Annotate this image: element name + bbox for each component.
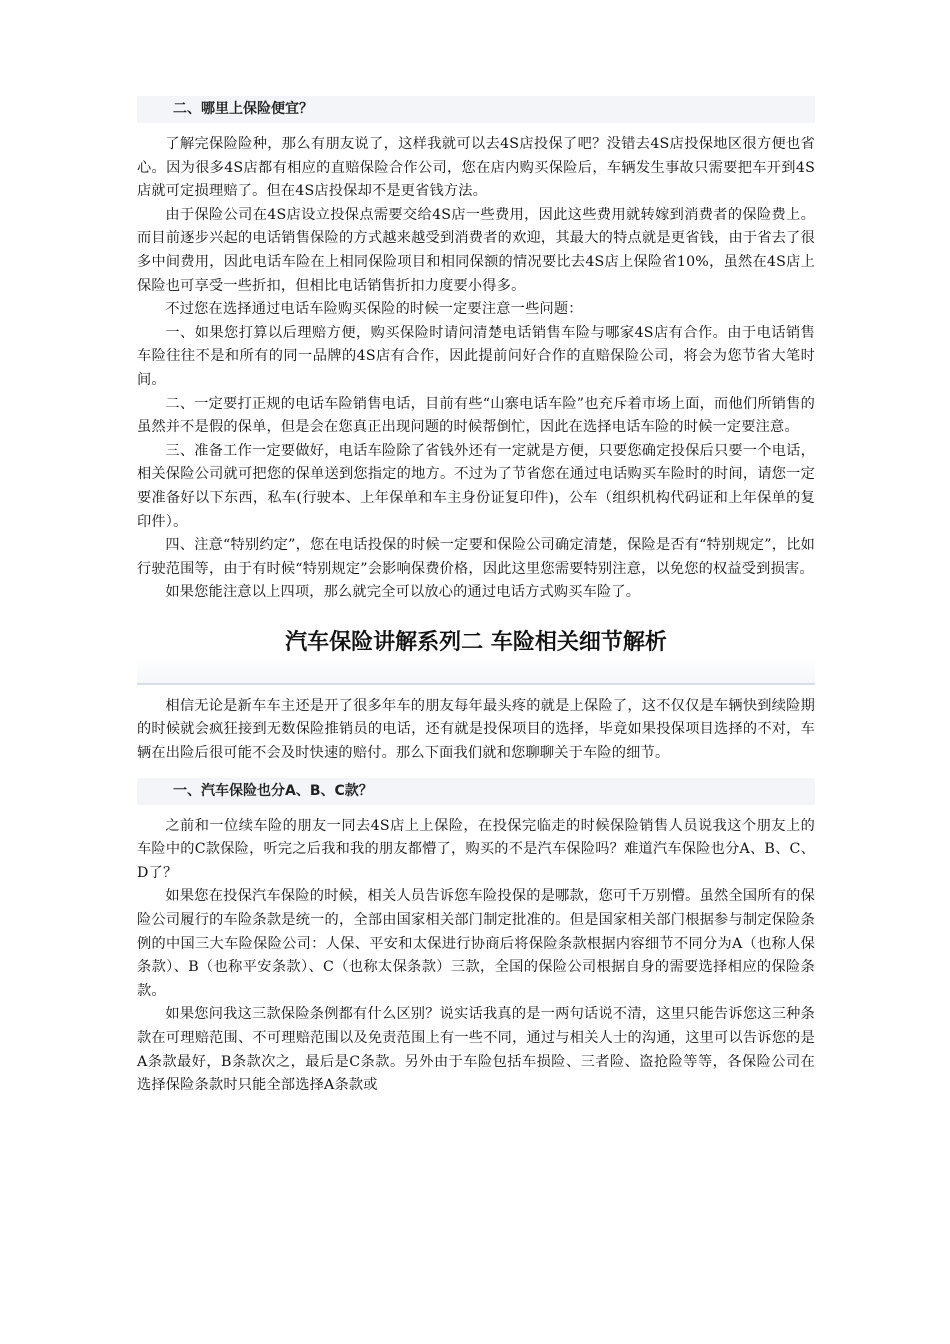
paragraph: 二、一定要打正规的电话车险销售电话，目前有些“山寨电话车险”也充斥着市场上面，而他们所销售的虽然并不是假的保单，但是会在您真正出现问题的时候帮倒忙，因此在选择电话车险的时候一定要注意。 [137,395,815,436]
article-title-banner [137,617,815,685]
paragraph: 如果您在投保汽车保险的时候，相关人员告诉您车险投保的是哪款，您可千万别懵。虽然全国所有的保险公司履行的车险条款是统一的，全部由国家相关部门制定批准的。但是国家相关部门根据参与制定保险条例的中国三大车险保险公司：人保、平安和太保进行协商后将保险条款根据内容细节不同分为A（也称人保条款）、B（也称平安条款）、C（也称太保条款）三款，全国的保险公司根据自身的需要选择相应的保险条款。 [137,888,815,999]
paragraph: 之前和一位续车险的朋友一同去4S店上上保险，在投保完临走的时候保险销售人员说我这个朋友上的车险中的C款保险，听完之后我和我的朋友都懵了，购买的不是汽车保险吗？难道汽车保险也分A、B、C、D了？ [137,817,815,881]
paragraph: 四、注意“特别约定”，您在电话投保的时候一定要和保险公司确定清楚，保险是否有“特别规定”，比如行驶范围等，由于有时候“特别规定”会影响保费价格，因此这里您需要特别注意，以免您的权益受到损害。 [137,537,815,577]
section-two-body [137,815,815,1098]
section-heading-where-cheaper: 二、哪里上保险便宜？ [137,96,815,123]
section-one-body [137,133,815,605]
paragraph: 不过您在选择通过电话车险购买保险的时候一定要注意一些问题： [165,301,583,318]
paragraph: 如果您能注意以上四项，那么就完全可以放心的通过电话方式购买车险了。 [165,584,641,601]
paragraph: 三、准备工作一定要做好，电话车险除了省钱外还有一定就是方便，只要您确定投保后只要一个电话，相关保险公司就可把您的保单送到您指定的地方。不过为了节省您在通过电话购买车险时的时间，请您一定要准备好以下东西，私车(行驶本、上年保单和车主身份证复印件)，公车（组织机构代码证和上年保单的复印件）。 [137,442,815,530]
document-page [137,96,815,1098]
paragraph: 一、如果您打算以后理赔方便，购买保险时请问清楚电话销售车险与哪家4S店有合作。由于电话销售车险往往不是和所有的同一品牌的4S店有合作，因此提前问好合作的直赔保险公司，将会为您节省大笔时间。 [137,324,815,388]
paragraph: 了解完保险险种，那么有朋友说了，这样我就可以去4S店投保了吧？没错去4S店投保地区很方便也省心。因为很多4S店都有相应的直赔保险合作公司，您在店内购买保险后，车辆发生事故只需要把车开到4S店就可定损理赔了。但在4S店投保却不是更省钱方法。 [137,136,815,200]
paragraph: 如果您问我这三款保险条例都有什么区别？说实话我真的是一两句话说不清，这里只能告诉您这三种条款在可理赔范围、不可理赔范围以及免责范围上有一些不同，通过与相关人士的沟通，这里可以告诉您的是A条款最好，B条款次之，最后是C条款。另外由于车险包括车损险、三者险、盗抢险等等，各保险公司在选择保险条款时只能全部选择A条款或 [137,1006,815,1094]
intro-paragraph: 相信无论是新车车主还是开了很多年车的朋友每年最头疼的就是上保险了，这不仅仅是车辆快到续险期的时候就会疯狂接到无数保险推销员的电话，还有就是投保项目的选择，毕竟如果投保项目选择的不对，车辆在出险后很可能不会及时快速的赔付。那么下面我们就和您聊聊关于车险的细节。 [137,697,815,762]
article-title: 汽车保险讲解系列二 车险相关细节解析 [285,629,667,655]
paragraph: 由于保险公司在4S店设立投保点需要交给4S店一些费用，因此这些费用就转嫁到消费者的保险费上。而目前逐步兴起的电话销售保险的方式越来越受到消费者的欢迎，其最大的特点就是更省钱，由于省去了很多中间费用，因此电话车险在上相同保险项目和相同保额的情况要比去4S店上保险省10%，虽然在4S店上保险也可享受一些折扣，但相比电话销售折扣力度要小得多。 [137,206,815,294]
intro-body [137,695,815,766]
section-heading-abc-clauses: 一、汽车保险也分A、B、C款？ [137,778,815,805]
